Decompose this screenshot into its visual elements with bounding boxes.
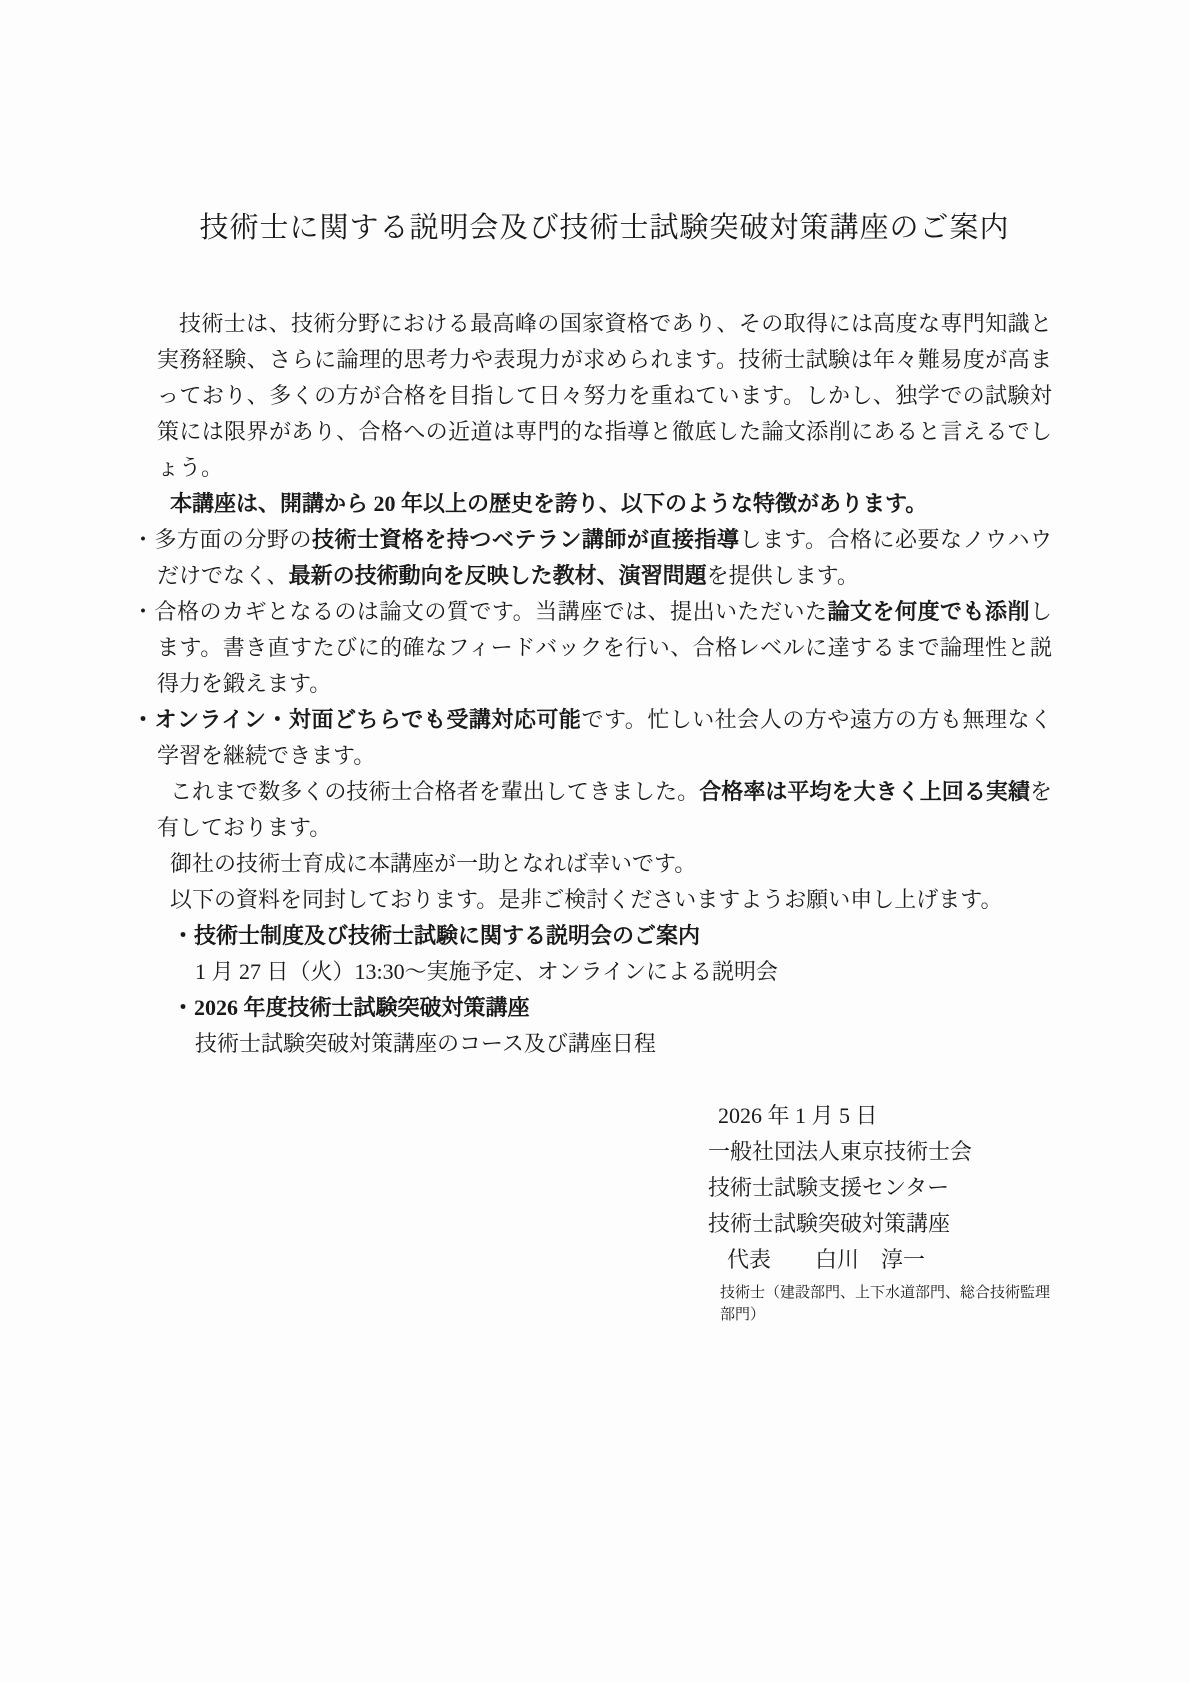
- bold-segment: 最新の技術動向を反映した教材、演習問題: [288, 563, 707, 588]
- text-segment: です。忙しい社会人の方や遠方の方も無理なく学習を継続できます。: [157, 707, 1052, 768]
- bold-segment: ・オンライン・対面どちらでも受講対応可能: [132, 707, 582, 732]
- signature-qualification: 技術士（建設部門、上下水道部門、総合技術監理部門）: [720, 1285, 1051, 1323]
- document-body: [132, 306, 1052, 1326]
- signature-course: 技術士試験突破対策講座: [708, 1211, 951, 1236]
- text-segment: します。合格に必要なノウハウだけでなく、: [157, 527, 1052, 588]
- features-lead: 本講座は、開講から 20 年以上の歴史を誇り、以下のような特徴があります。: [170, 491, 928, 516]
- results-paragraph: [157, 774, 1052, 846]
- bold-segment: 技術士資格を持つベテラン講師が直接指導: [311, 527, 740, 552]
- text-segment: を提供します。: [706, 563, 859, 588]
- signature-date: 2026 年 1 月 5 日: [718, 1103, 878, 1128]
- signature-center: 技術士試験支援センター: [708, 1175, 950, 1200]
- document-title: 技術士に関する説明会及び技術士試験突破対策講座のご案内: [199, 212, 1010, 244]
- signature-representative: 代表 白川 淳一: [727, 1247, 926, 1272]
- signature-block: [708, 1098, 1052, 1326]
- feature-item-1: [132, 522, 1052, 594]
- feature-item-2: [132, 594, 1052, 702]
- signature-organization: 一般社団法人東京技術士会: [708, 1139, 973, 1164]
- enclosure-item-1-title: ・技術士制度及び技術士試験に関する説明会のご案内: [172, 923, 701, 948]
- text-segment: ・多方面の分野の: [132, 527, 312, 552]
- enclosure-item-2-detail: 技術士試験突破対策講座のコース及び講座日程: [195, 1031, 656, 1056]
- feature-item-3: [132, 702, 1052, 774]
- bold-segment: 論文を何度でも添削: [827, 599, 1030, 624]
- text-segment: ・合格のカギとなるのは論文の質です。当講座では、提出いただいた: [132, 599, 828, 624]
- bold-segment: 合格率は平均を大きく上回る実績: [699, 779, 1030, 804]
- enclosures-lead: 以下の資料を同封しております。是非ご検討くださいますようお願い申し上げます。: [170, 887, 1003, 912]
- hope-paragraph: 御社の技術士育成に本講座が一助となれば幸いです。: [170, 851, 697, 876]
- intro-paragraph: 技術士は、技術分野における最高峰の国家資格であり、その取得には高度な専門知識と実務経験、さらに論理的思考力や表現力が求められます。技術士試験は年々難易度が高まっており、多くの方が合格を目指して日々努力を重ねています。しかし、独学での試験対策には限界があり、合格への近道は専門的な指導と徹底した論文添削にあると言えるでしょう。: [157, 311, 1052, 480]
- text-segment: これまで数多くの技術士合格者を輩出してきました。: [170, 779, 700, 804]
- text-segment: を有しております。: [157, 779, 1052, 840]
- enclosure-item-1-detail: 1 月 27 日（火）13:30～実施予定、オンラインによる説明会: [195, 959, 778, 984]
- text-segment: します。書き直すたびに的確なフィードバックを行い、合格レベルに達するまで論理性と説得力を鍛えます。: [157, 599, 1052, 696]
- enclosure-item-2-title: ・2026 年度技術士試験突破対策講座: [172, 995, 530, 1020]
